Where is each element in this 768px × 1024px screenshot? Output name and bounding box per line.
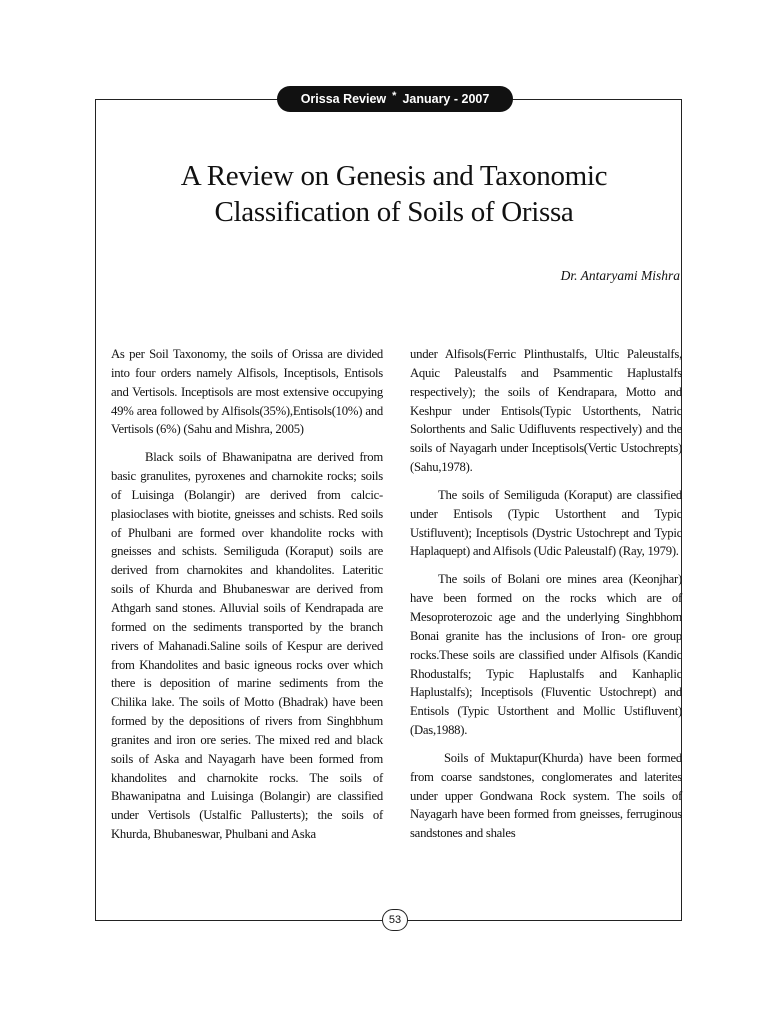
author-name: Dr. Antaryami Mishra	[560, 268, 680, 283]
paragraph: Soils of Muktapur(Khurda) have been formed from coarse sandstones, conglomerates and laterites under upper Gondwana Rock system. The soils of Nayagarh have been formed from gneisses, ferruginous sandstones and shales	[410, 750, 682, 841]
page-number: 53	[382, 909, 408, 931]
issue-date: January - 2007	[402, 92, 490, 106]
publication-name: Orissa Review	[300, 92, 387, 106]
title-line-1: A Review on Genesis and Taxonomic	[180, 160, 608, 192]
running-header	[277, 86, 513, 112]
article-title	[120, 158, 668, 230]
paragraph: As per Soil Taxonomy, the soils of Orissa are divided into four orders namely Alfisols, Inceptisols, Entisols and Vertisols. Inceptisols are most extensive occupying 49% area followed by Alfisols(35%),Entisols(10%) and Vertisols (6%) (Sahu and Mishra, 2005)	[111, 347, 383, 437]
left-column	[111, 345, 383, 844]
paragraph: under Alfisols(Ferric Plinthustalfs, Ultic Paleustalfs, Aquic Paleustalfs and Psammentic Haplustalfs respectively); the soils of Kendrapara, Motto and Keshpur under Entisols(Typic Ustorthents, Natric Solorthents and Salic Udifluvents respectively) and the soils of Nayagarh under Inceptisols(Vertic Ustochrepts) (Sahu,1978).	[410, 347, 682, 475]
paragraph: Black soils of Bhawanipatna are derived from basic granulites, pyroxenes and charnokite rocks; soils of Luisinga (Bolangir) are derived from calcic-plasioclases with biotite, gneisses and schists. Red soils of Phulbani are formed over khandolite rocks with gneisses and schists. Semiliguda (Koraput) soils are derived from charnokites and khandolites. Lateritic soils of Khurda and Bhubaneswar are derived from Athgarh sand stones. Alluvial soils of Kendrapada are formed on the sediments transported by the branch rivers of Mahanadi.Saline soils of Kespur are derived from Khandolites and basic igneous rocks over which there is deposition of marine sediments from the Chilika lake. The soils of Motto (Bhadrak) have been formed by the depositions of rivers from Singhbhum granites and iron ore series. The mixed red and black soils of Aska and Nayagarh have been formed from khandolites and charnokite rocks. The soils of Bhawanipatna and Luisinga (Bolangir) are classified under Vertisols (Ustalfic Pallusterts); the soils of Khurda, Bhubaneswar, Phulbani and Aska	[111, 450, 383, 842]
header-separator: *	[392, 90, 397, 102]
paragraph: The soils of Bolani ore mines area (Keonjhar) have been formed on the rocks which are of Mesoproterozoic age and the underlying Singhbhom Bonai granite has the inclusions of Iron- ore group rocks.These soils are classified under Alfisols (Kandic Rhodustalfs; Typic Haplustalfs and Kanhaplic Haplustalfs); Inceptisols (Fluventic Ustochrept) and Entisols (Typic Ustorthent and Mollic Ustifluvent) (Das,1988).	[410, 572, 682, 738]
right-column	[410, 345, 682, 843]
paragraph: The soils of Semiliguda (Koraput) are classified under Entisols (Typic Ustorthent and Typic Ustifluvent); Inceptisols (Dystric Ustochrept and Typic Haplaquept) and Alfisols (Udic Paleustalf) (Ray, 1979).	[410, 487, 682, 559]
title-line-2: Classification of Soils of Orissa	[214, 196, 574, 228]
